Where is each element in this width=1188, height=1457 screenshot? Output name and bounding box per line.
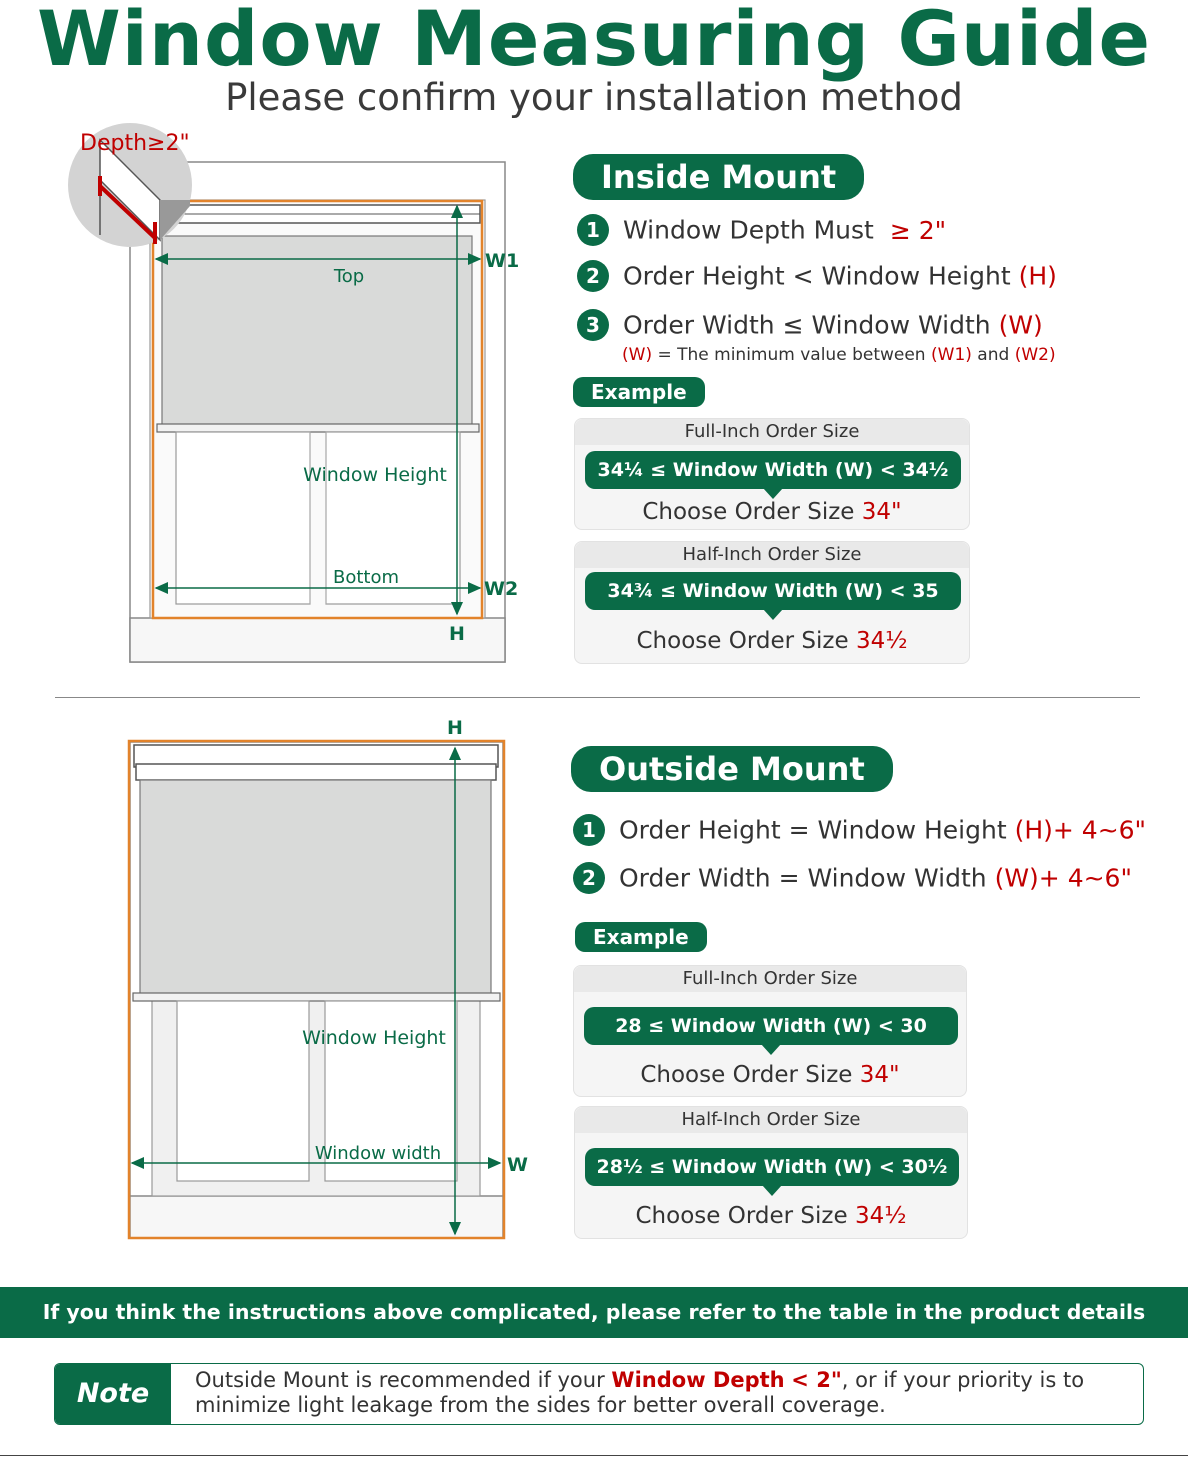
shade-fabric [140, 780, 491, 994]
inside-step-1: 1 Window Depth Must ≥ 2" [577, 214, 946, 246]
h-label: H [449, 623, 465, 645]
card-choose: Choose Order Size 34" [640, 1062, 900, 1088]
bottom-bar [157, 424, 479, 432]
step-number: 3 [577, 309, 609, 341]
outside-card-half-inch [574, 1106, 968, 1239]
outside-card-full-inch [573, 965, 967, 1097]
window-sill [130, 1196, 503, 1238]
inside-card-half-inch [574, 541, 970, 664]
depth-label: Depth≥2" [80, 131, 190, 156]
inside-step-2: 2 Order Height < Window Height (H) [577, 260, 1057, 292]
w2-label: W2 [484, 578, 519, 600]
outside-step-1: 1 Order Height = Window Height (H)+ 4~6" [573, 814, 1146, 846]
section-divider [55, 697, 1140, 698]
outside-mount-diagram [110, 710, 540, 1255]
outside-example-label: Example [575, 922, 707, 952]
card-header: Half-Inch Order Size [575, 1107, 967, 1133]
bottom-rule [0, 1455, 1188, 1456]
step-number: 2 [573, 862, 605, 894]
window-height-label: Window Height [303, 464, 447, 486]
outside-mount-heading: Outside Mount [571, 746, 893, 792]
note-box [54, 1363, 1144, 1425]
step-number: 2 [577, 260, 609, 292]
inside-mount-diagram [60, 120, 540, 680]
page-title: Window Measuring Guide [36, 0, 1152, 83]
window-width-label: Window width [314, 1143, 442, 1164]
card-header: Half-Inch Order Size [575, 542, 969, 568]
step-number: 1 [577, 214, 609, 246]
card-range: 28 ≤ Window Width (W) < 30 [584, 1007, 958, 1045]
card-range: 34¾ ≤ Window Width (W) < 35 [585, 572, 961, 610]
step-number: 1 [573, 814, 605, 846]
w-label: W [507, 1154, 528, 1176]
inside-card-full-inch [574, 418, 970, 530]
inside-step-3: 3 Order Width ≤ Window Width (W) [577, 309, 1043, 341]
w1-label: W1 [485, 250, 520, 272]
card-choose: Choose Order Size 34" [642, 499, 902, 525]
card-header: Full-Inch Order Size [575, 419, 969, 445]
card-range: 28½ ≤ Window Width (W) < 30½ [585, 1148, 959, 1186]
inside-mount-heading: Inside Mount [573, 154, 864, 200]
card-range: 34¼ ≤ Window Width (W) < 34½ [585, 451, 961, 489]
h-label: H [447, 717, 463, 739]
shade-fabric [162, 236, 472, 426]
bottom-bar [133, 993, 500, 1001]
note-label: Note [55, 1364, 171, 1424]
top-label: Top [333, 266, 365, 287]
card-choose: Choose Order Size 34½ [636, 628, 908, 654]
outside-step-2: 2 Order Width = Window Width (W)+ 4~6" [573, 862, 1132, 894]
note-text: Outside Mount is recommended if your Window Depth < 2", or if your priority is to minimize light leakage from the sides for better overall coverage. [195, 1368, 1085, 1417]
window-height-label: Window Height [302, 1027, 446, 1049]
page-subtitle: Please confirm your installation method [225, 76, 963, 119]
inside-example-label: Example [573, 377, 705, 407]
card-choose: Choose Order Size 34½ [635, 1203, 907, 1229]
card-header: Full-Inch Order Size [574, 966, 966, 992]
bottom-label: Bottom [332, 567, 400, 588]
info-banner: If you think the instructions above complicated, please refer to the table in the product details section. [0, 1287, 1188, 1338]
inside-footnote: (W) = The minimum value between (W1) and (W2) [622, 345, 1056, 365]
